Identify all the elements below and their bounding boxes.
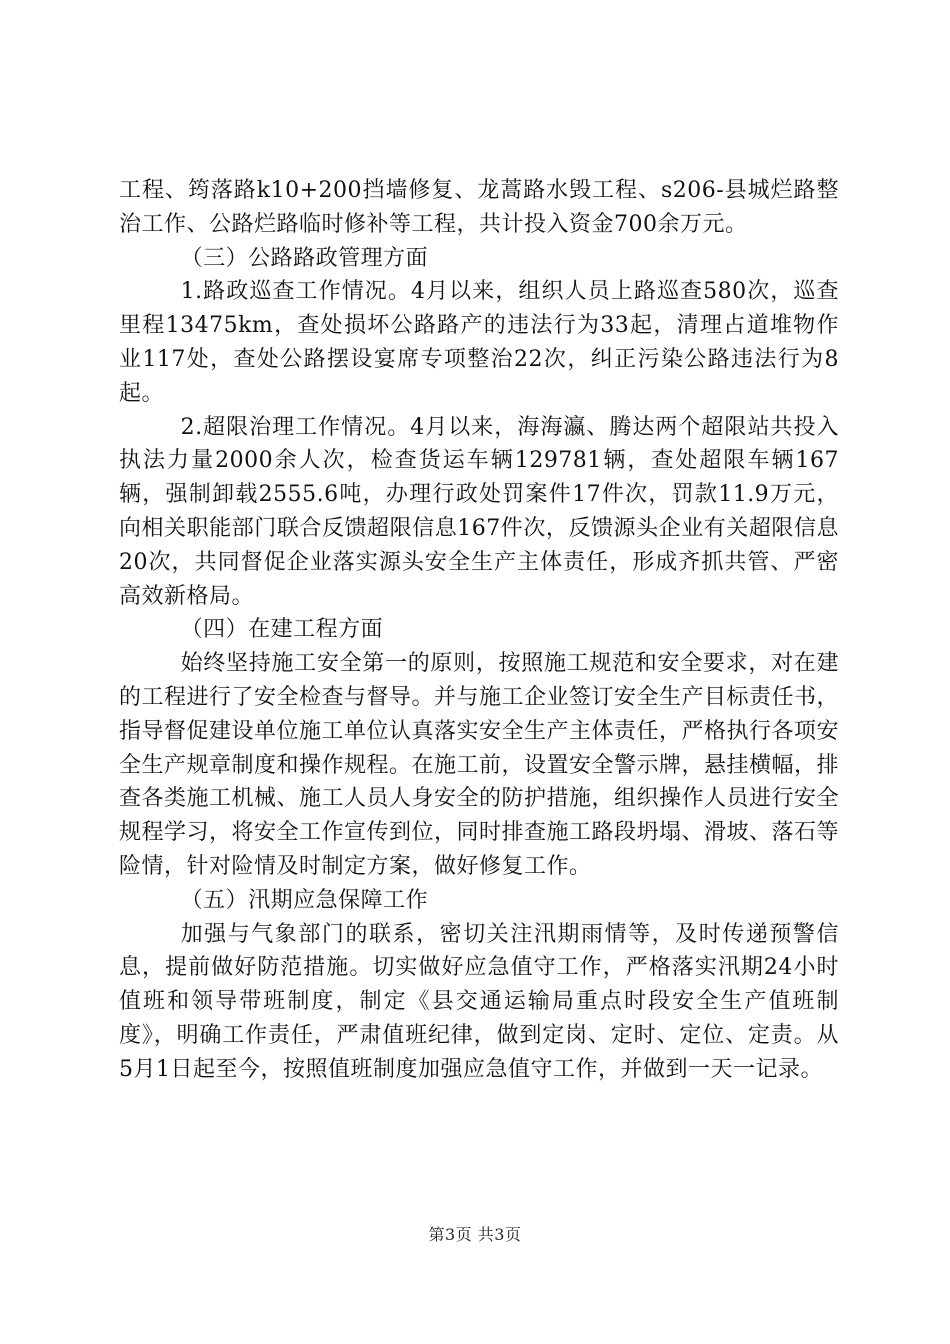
paragraph-road-patrol: 1.路政巡查工作情况。4月以来，组织人员上路巡查580次，巡查里程13475km，查处损坏公路路产的违法行为33起，清理占道堆物作业117处，查处公路摆设宴席专项整治22次，纠正污染公路违法行为8起。: [119, 279, 839, 406]
page-number-footer: 第3页 共3页: [428, 1225, 522, 1244]
document-body: [119, 174, 839, 1087]
section-heading-construction: （四）在建工程方面: [180, 617, 384, 643]
section-heading-road-administration: （三）公路路政管理方面: [180, 245, 429, 271]
paragraph-overload-control: 2.超限治理工作情况。4月以来，海海瀛、腾达两个超限站共投入执法力量2000余人次，检查货运车辆129781辆，查处超限车辆167辆，强制卸载2555.6吨，办理行政处罚案件17件次，罚款11.9万元，向相关职能部门联合反馈超限信息167件次，反馈源头企业有关超限信息20次，共同督促企业落实源头安全生产主体责任，形成齐抓共管、严密高效新格局。: [119, 414, 839, 609]
paragraph-continued: 工程、筠落路k10+200挡墙修复、龙蒿路水毁工程、s206-县城烂路整治工作、公路烂路临时修补等工程，共计投入资金700余万元。: [119, 178, 839, 237]
paragraph-flood-emergency: 加强与气象部门的联系，密切关注汛期雨情等，及时传递预警信息，提前做好防范措施。切实做好应急值守工作，严格落实汛期24小时值班和领导带班制度，制定《县交通运输局重点时段安全生产值班制度》，明确工作责任，严肃值班纪律，做到定岗、定时、定位、定责。从5月1日起至今，按照值班制度加强应急值守工作，并做到一天一记录。: [119, 921, 839, 1082]
section-heading-flood-emergency: （五）汛期应急保障工作: [180, 887, 429, 913]
paragraph-construction-safety: 始终坚持施工安全第一的原则，按照施工规范和安全要求，对在建的工程进行了安全检查与督导。并与施工企业签订安全生产目标责任书，指导督促建设单位施工单位认真落实安全生产主体责任，严格执行各项安全生产规章制度和操作规程。在施工前，设置安全警示牌，悬挂横幅，排查各类施工机械、施工人员人身安全的防护措施，组织操作人员进行安全规程学习，将安全工作宣传到位，同时排查施工路段坍塌、滑坡、落石等险情，针对险情及时制定方案，做好修复工作。: [119, 651, 840, 879]
